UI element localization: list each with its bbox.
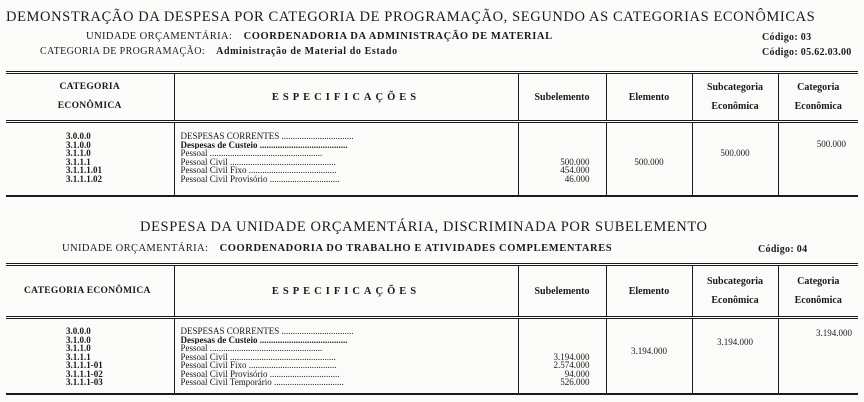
code: 3.1.1.1 <box>66 352 91 361</box>
subelemento-value: 3.194.000 <box>553 352 590 361</box>
subcategoria-value: 3.194.000 <box>717 338 753 347</box>
section1-program <box>40 46 398 57</box>
section1-unit-code: Código: 03 <box>762 32 812 43</box>
header-subcategoria: Subcategoria Econômica <box>692 265 778 318</box>
section1-unit-value: COORDENADORIA DA ADMINISTRAÇÃO DE MATERIAL <box>243 31 553 42</box>
section1-title: DEMONSTRAÇÃO DA DESPESA POR CATEGORIA DE PROGRAMAÇÃO, SEGUNDO AS CATEGORIAS ECONÔMICAS <box>6 9 816 25</box>
code: 3.1.1.1 <box>66 157 91 166</box>
section1-program-label: CATEGORIA DE PROGRAMAÇÃO: <box>40 46 206 57</box>
spec-item: Despesas de Custeio ....................................... <box>180 140 348 149</box>
spec-item: Pessoal Civil Fixo ....................................... <box>180 361 337 370</box>
code: 3.1.1.1-02 <box>66 369 103 378</box>
codes-column <box>6 318 174 394</box>
subcategoria-value: 500.000 <box>720 149 750 158</box>
header-categoria-economica: CATEGORIA ECONÔMICA <box>6 73 174 122</box>
subelemento-value: 2.574.000 <box>553 361 590 370</box>
header-categoria: Categoria Econômica <box>778 73 858 122</box>
section2-unit-value: COORDENADORIA DO TRABALHO E ATIVIDADES COMPLEMENTARES <box>219 243 613 254</box>
code: 3.0.0.0 <box>66 132 91 141</box>
elemento-column <box>606 122 692 196</box>
subelemento-value: 94.000 <box>564 369 590 378</box>
section1-unit-label: UNIDADE ORÇAMENTÁRIA: <box>86 31 233 42</box>
subelemento-column <box>518 318 606 394</box>
spec-item: DESPESAS CORRENTES ................................ <box>180 327 354 336</box>
subelemento-column <box>518 122 606 196</box>
header-elemento: Elemento <box>606 265 692 318</box>
header-subelemento: Subelemento <box>518 73 606 122</box>
spec-item: Despesas de Custeio ....................................... <box>180 335 348 344</box>
specs-column <box>174 318 518 394</box>
code: 3.1.1.1-03 <box>66 378 103 387</box>
section2-unit-code: Código: 04 <box>758 244 808 255</box>
section1-program-value: Administração de Material do Estado <box>216 46 398 57</box>
code: 3.1.1.1-01 <box>66 361 103 370</box>
spec-item: Pessoal Civil ............................................... <box>180 157 336 166</box>
codes-column <box>6 122 174 196</box>
section2-title: DESPESA DA UNIDADE ORÇAMENTÁRIA, DISCRIMINADA POR SUBELEMENTO <box>140 219 708 235</box>
spec-item: Pessoal Civil Fixo ....................................... <box>180 166 337 175</box>
categoria-value: 3.194.000 <box>816 329 852 338</box>
section1-program-code: Código: 05.62.03.00 <box>762 47 852 58</box>
categoria-column <box>778 122 858 196</box>
elemento-column <box>606 318 692 394</box>
code: 3.1.1.0 <box>66 149 91 158</box>
header-categoria: Categoria Econômica <box>778 265 858 318</box>
spec-item: Pessoal .................................................. <box>180 344 323 353</box>
spec-item: Pessoal Civil Provisório ............................... <box>180 369 340 378</box>
section2-unit <box>62 243 612 254</box>
code: 3.1.1.1.02 <box>66 174 102 183</box>
subelemento-value: 526.000 <box>560 378 590 387</box>
header-subelemento: Subelemento <box>518 265 606 318</box>
specs-column <box>174 122 518 196</box>
subelemento-value: 454.000 <box>560 166 590 175</box>
section2-table <box>6 263 858 395</box>
code: 3.1.0.0 <box>66 335 91 344</box>
header-subcategoria: Subcategoria Econômica <box>692 73 778 122</box>
header-especificacoes: ESPECIFICAÇÕES <box>174 73 518 122</box>
elemento-value: 3.194.000 <box>631 347 667 356</box>
section2-unit-label: UNIDADE ORÇAMENTÁRIA: <box>62 243 209 254</box>
code: 3.0.0.0 <box>66 327 91 336</box>
spec-item: Pessoal Civil Temporário ............................... <box>180 378 344 387</box>
subelemento-value: 46.000 <box>564 174 590 183</box>
code: 3.1.1.1.01 <box>66 166 102 175</box>
subcategoria-column <box>692 318 778 394</box>
elemento-value: 500.000 <box>634 158 664 167</box>
code: 3.1.1.0 <box>66 344 91 353</box>
header-categoria-economica: CATEGORIA ECONÔMICA <box>6 265 174 318</box>
section1-unit <box>86 31 553 42</box>
subcategoria-column <box>692 122 778 196</box>
spec-item: Pessoal Civil Provisório ............................... <box>180 174 340 183</box>
code: 3.1.0.0 <box>66 140 91 149</box>
categoria-value: 500.000 <box>816 140 846 149</box>
subelemento-value: 500.000 <box>560 157 590 166</box>
section1-table <box>6 71 858 197</box>
categoria-column <box>778 318 858 394</box>
spec-item: Pessoal .................................................. <box>180 149 323 158</box>
spec-item: Pessoal Civil ............................................... <box>180 352 336 361</box>
spec-item: DESPESAS CORRENTES ................................ <box>180 132 354 141</box>
header-especificacoes: ESPECIFICAÇÕES <box>174 265 518 318</box>
header-elemento: Elemento <box>606 73 692 122</box>
